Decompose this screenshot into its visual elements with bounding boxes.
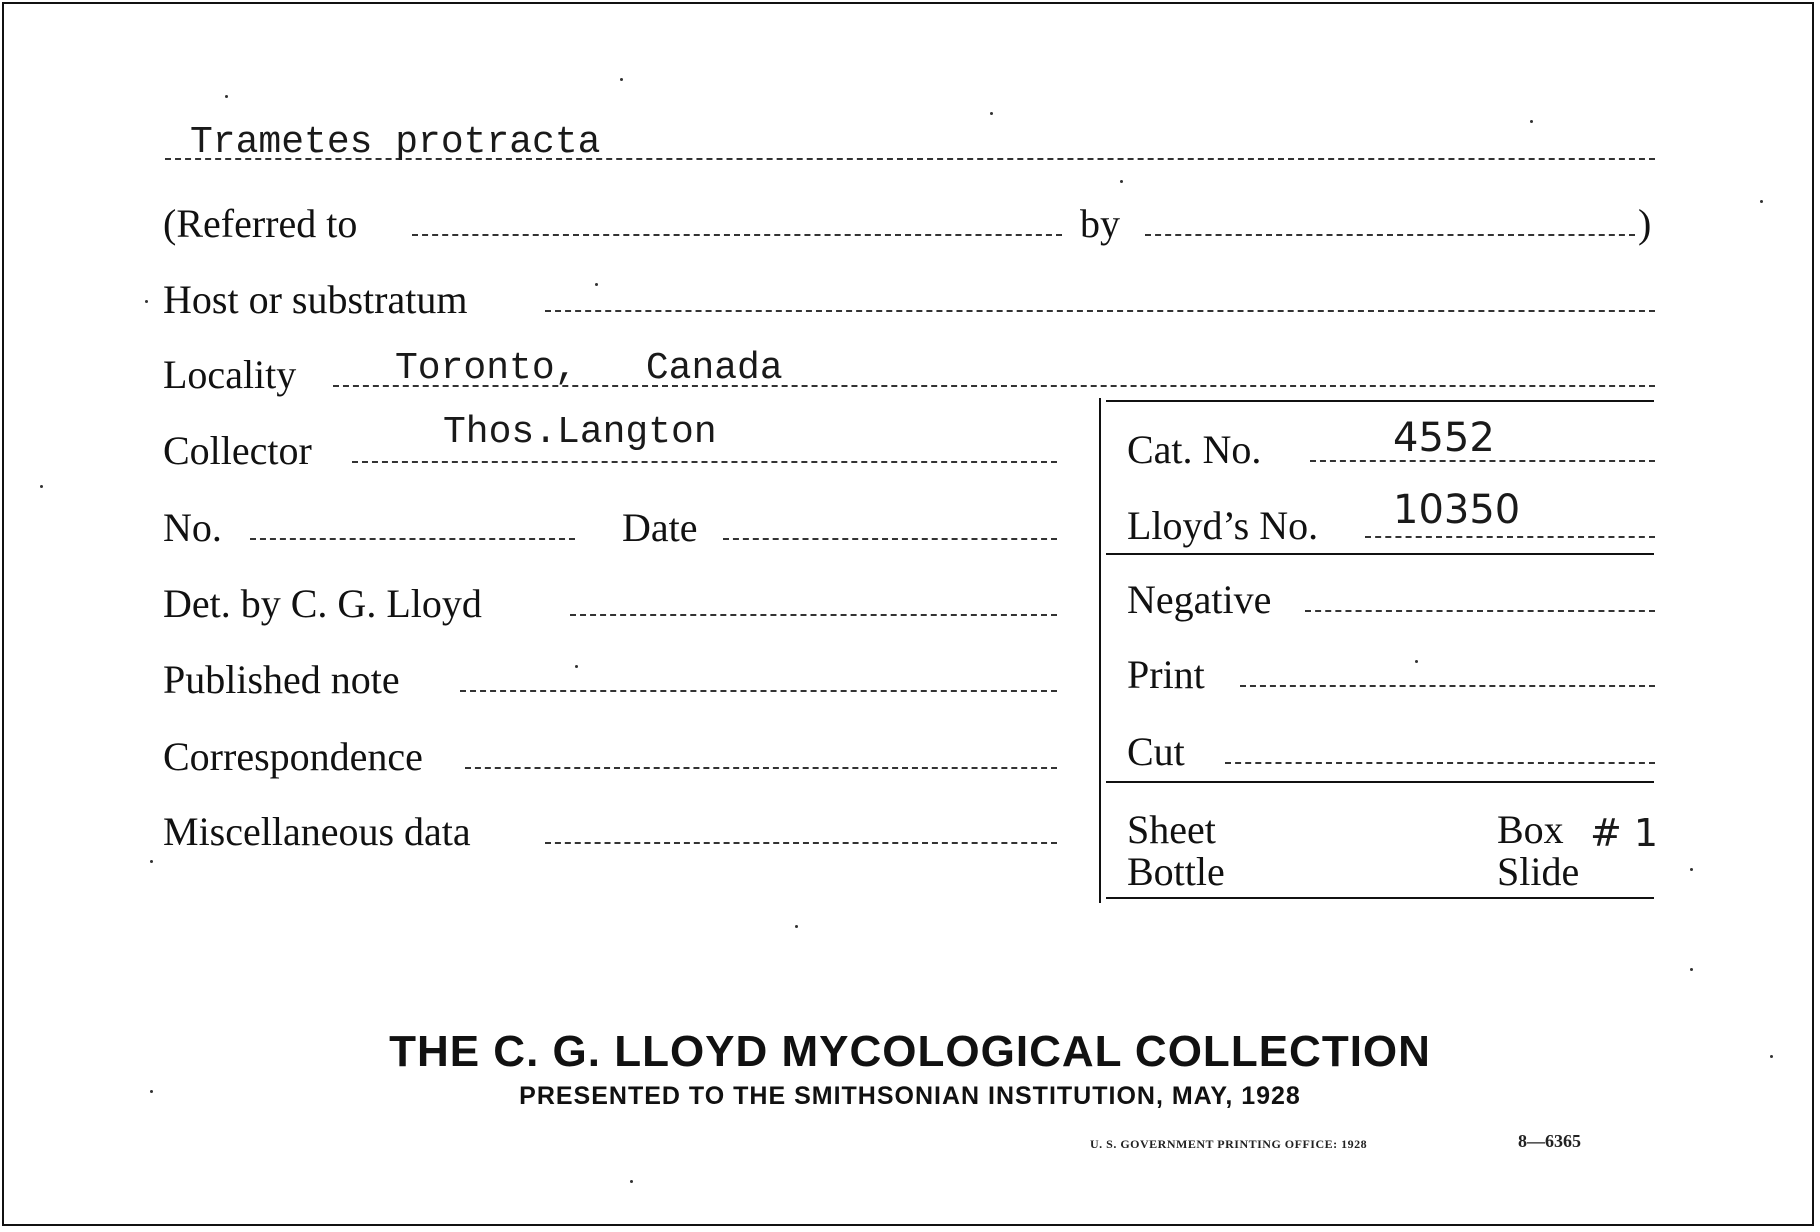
miscellaneous-data-line (545, 842, 1057, 844)
printing-office-imprint: U. S. GOVERNMENT PRINTING OFFICE: 1928 (1090, 1137, 1368, 1151)
print-line (1240, 685, 1655, 687)
box-number-value: # 1 (1590, 811, 1659, 855)
published-note-label: Published note (163, 657, 400, 702)
scan-speck (1415, 660, 1418, 663)
determined-by-label: Det. by C. G. Lloyd (163, 581, 482, 626)
scan-speck (145, 300, 148, 303)
scan-speck (225, 95, 228, 98)
scan-speck (575, 665, 578, 668)
negative-line (1305, 610, 1655, 612)
host-label: Host or substratum (163, 277, 468, 322)
scan-speck (620, 78, 623, 81)
scan-speck (150, 860, 153, 863)
slide-label: Slide (1497, 849, 1580, 894)
lloyds-number-line (1365, 536, 1655, 538)
correspondence-label: Correspondence (163, 734, 423, 779)
by-line (1145, 234, 1635, 236)
locality-label: Locality (163, 352, 297, 397)
collection-title: THE C. G. LLOYD MYCOLOGICAL COLLECTION (389, 1027, 1431, 1076)
scan-speck (1120, 180, 1123, 183)
scan-speck (1690, 868, 1693, 871)
box-rule-after-numbers (1106, 553, 1654, 555)
date-label: Date (622, 505, 698, 550)
miscellaneous-data-label: Miscellaneous data (163, 809, 471, 854)
catalog-number-label: Cat. No. (1127, 427, 1262, 472)
cut-line (1225, 762, 1655, 764)
collector-label: Collector (163, 428, 312, 473)
form-number: 8—6365 (1518, 1131, 1581, 1151)
determined-by-line (570, 614, 1057, 616)
sheet-label: Sheet (1127, 807, 1216, 852)
scan-speck (1690, 968, 1693, 971)
scan-speck (795, 925, 798, 928)
collection-subtitle: PRESENTED TO THE SMITHSONIAN INSTITUTION, MAY, 1928 (519, 1082, 1301, 1110)
scan-speck (1530, 120, 1533, 123)
locality-value: Toronto, Canada (395, 347, 783, 390)
number-label: No. (163, 505, 222, 550)
negative-label: Negative (1127, 577, 1272, 622)
host-line (545, 310, 1655, 312)
box-top-rule (1106, 400, 1654, 402)
box-left-rule (1099, 398, 1101, 903)
scan-speck (1770, 1055, 1773, 1058)
published-note-line (460, 690, 1057, 692)
scan-speck (630, 1180, 633, 1183)
print-label: Print (1127, 652, 1205, 697)
bottle-label: Bottle (1127, 849, 1225, 894)
box-label: Box (1497, 807, 1564, 852)
scan-speck (990, 112, 993, 115)
by-label: by (1080, 201, 1120, 246)
catalog-number-value: 4552 (1393, 415, 1495, 461)
referred-to-label: (Referred to (163, 201, 358, 246)
lloyds-number-label: Lloyd’s No. (1127, 503, 1319, 548)
date-line (723, 538, 1057, 540)
collector-value: Thos.Langton (443, 411, 717, 454)
referred-to-line (412, 234, 1062, 236)
box-rule-after-cut (1106, 781, 1654, 783)
species-name: Trametes protracta (190, 121, 601, 164)
scan-speck (150, 1090, 153, 1093)
cut-label: Cut (1127, 729, 1185, 774)
correspondence-line (465, 767, 1057, 769)
collector-line (352, 461, 1057, 463)
scan-speck (1760, 200, 1763, 203)
number-line (250, 538, 575, 540)
scan-speck (595, 283, 598, 286)
close-paren: ) (1638, 201, 1652, 246)
lloyds-number-value: 10350 (1393, 487, 1521, 533)
box-bottom-rule (1106, 897, 1654, 899)
scan-speck (40, 485, 43, 488)
